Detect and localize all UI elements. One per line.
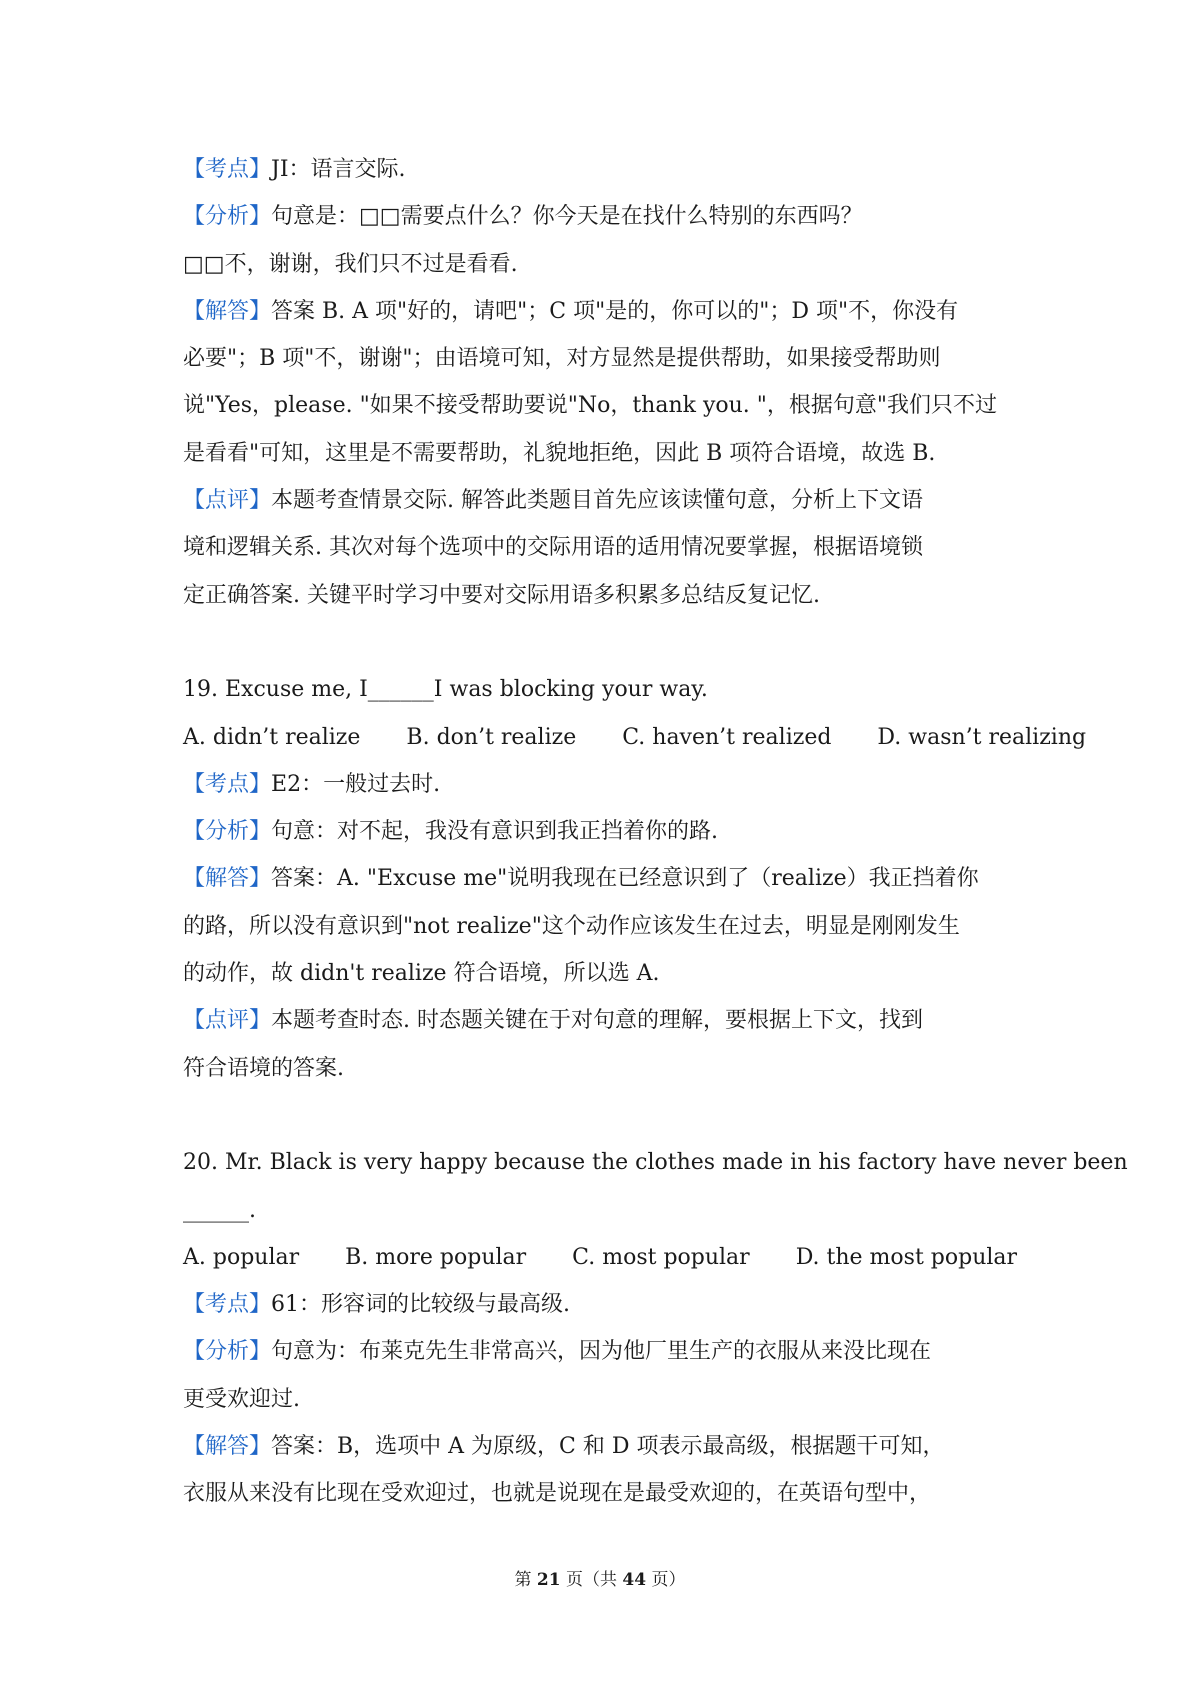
q18-jieda-line: 必要"；B 项"不，谢谢"；由语境可知，对方显然是提供帮助，如果接受帮助则	[183, 346, 941, 372]
fenxi-tag: 【分析】	[183, 1339, 272, 1365]
q19-jieda	[183, 855, 1028, 902]
jieda-text: 答案：A. "Excuse me"说明我现在已经意识到了（realize）我正挡着你	[271, 866, 979, 892]
option-b: B. more popular	[345, 1244, 527, 1270]
q18-dianping	[183, 477, 1028, 524]
page-total: 44	[622, 1570, 647, 1590]
jieda-text: 答案：B，选项中 A 为原级，C 和 D 项表示最高级，根据题干可知，	[271, 1434, 945, 1460]
q18-jieda-line: 是看看"可知，这里是不需要帮助，礼貌地拒绝，因此 B 项符合语境，故选 B.	[183, 440, 936, 466]
jieda-tag: 【解答】	[183, 298, 272, 324]
q18-jieda	[183, 288, 1028, 335]
fenxi-tag: 【分析】	[183, 204, 272, 230]
kaodian-text: 61：形容词的比较级与最高级.	[271, 1292, 571, 1318]
dianping-tag: 【点评】	[183, 488, 272, 514]
kaodian-text: E2：一般过去时.	[271, 771, 441, 797]
option-a: A. didn’t realize	[183, 724, 361, 750]
q19-jieda-line: 的路，所以没有意识到"not realize"这个动作应该发生在过去，明显是刚刚发生	[183, 913, 960, 939]
q18-fenxi-line2: □□不，谢谢，我们只不过是看看.	[183, 251, 518, 277]
option-c: C. haven’t realized	[622, 724, 832, 750]
q19-question: 19. Excuse me, I______I was blocking your way.	[183, 677, 708, 703]
q20-fenxi-line: 更受欢迎过.	[183, 1386, 300, 1412]
dianping-text: 本题考查情景交际. 解答此类题目首先应该读懂句意，分析上下文语	[271, 488, 924, 514]
q20-fenxi	[183, 1328, 1028, 1375]
q20-kaodian	[183, 1281, 1028, 1328]
q20-options	[183, 1234, 1028, 1281]
spacer	[183, 1092, 1028, 1139]
spacer	[183, 619, 1028, 666]
footer-pre: 第	[514, 1570, 537, 1590]
q20-question: 20. Mr. Black is very happy because the clothes made in his factory have never been	[183, 1150, 1128, 1176]
fenxi-text: 句意：对不起，我没有意识到我正挡着你的路.	[271, 819, 719, 845]
dianping-tag: 【点评】	[183, 1008, 272, 1034]
page-content	[183, 146, 1128, 1518]
q19-jieda-line: 的动作，故 didn't realize 符合语境，所以选 A.	[183, 961, 660, 987]
fenxi-text: 句意是：□□需要点什么？你今天是在找什么特别的东西吗？	[271, 204, 863, 230]
option-b: B. don’t realize	[406, 724, 577, 750]
kaodian-tag: 【考点】	[183, 1292, 272, 1318]
q18-fenxi	[183, 193, 1028, 240]
q19-kaodian	[183, 761, 1028, 808]
q18-kaodian	[183, 146, 1028, 193]
jieda-tag: 【解答】	[183, 1434, 272, 1460]
q18-dianping-line: 境和逻辑关系. 其次对每个选项中的交际用语的适用情况要掌握，根据语境锁	[183, 535, 923, 561]
option-d: D. the most popular	[795, 1244, 1018, 1270]
q19-dianping-line: 符合语境的答案.	[183, 1055, 344, 1081]
q18-jieda-line: 说"Yes，please. "如果不接受帮助要说"No，thank you. "，根据句意"我们只不过	[183, 393, 998, 419]
jieda-text: 答案 B. A 项"好的，请吧"；C 项"是的，你可以的"；D 项"不，你没有	[271, 298, 959, 324]
fenxi-text: 句意为：布莱克先生非常高兴，因为他厂里生产的衣服从来没比现在	[271, 1339, 932, 1365]
q19-fenxi	[183, 808, 1028, 855]
q19-dianping	[183, 997, 1028, 1044]
kaodian-tag: 【考点】	[183, 771, 272, 797]
fenxi-tag: 【分析】	[183, 819, 272, 845]
kaodian-text: JI：语言交际.	[271, 157, 406, 182]
q20-jieda-line: 衣服从来没有比现在受欢迎过，也就是说现在是最受欢迎的，在英语句型中，	[183, 1481, 932, 1507]
q20-question-blank: ______.	[183, 1197, 256, 1223]
page-number: 21	[536, 1570, 561, 1590]
option-a: A. popular	[183, 1244, 300, 1270]
q19-options	[183, 714, 1087, 761]
page-footer	[0, 1565, 1200, 1590]
dianping-text: 本题考查时态. 时态题关键在于对句意的理解，要根据上下文，找到	[271, 1008, 924, 1034]
footer-mid: 页（共	[560, 1570, 623, 1590]
footer-post: 页）	[646, 1570, 686, 1590]
q18-dianping-line: 定正确答案. 关键平时学习中要对交际用语多积累多总结反复记忆.	[183, 582, 820, 608]
q20-jieda	[183, 1423, 1028, 1470]
kaodian-tag: 【考点】	[183, 157, 272, 182]
option-c: C. most popular	[572, 1244, 750, 1270]
option-d: D. wasn’t realizing	[877, 724, 1087, 750]
jieda-tag: 【解答】	[183, 866, 272, 892]
